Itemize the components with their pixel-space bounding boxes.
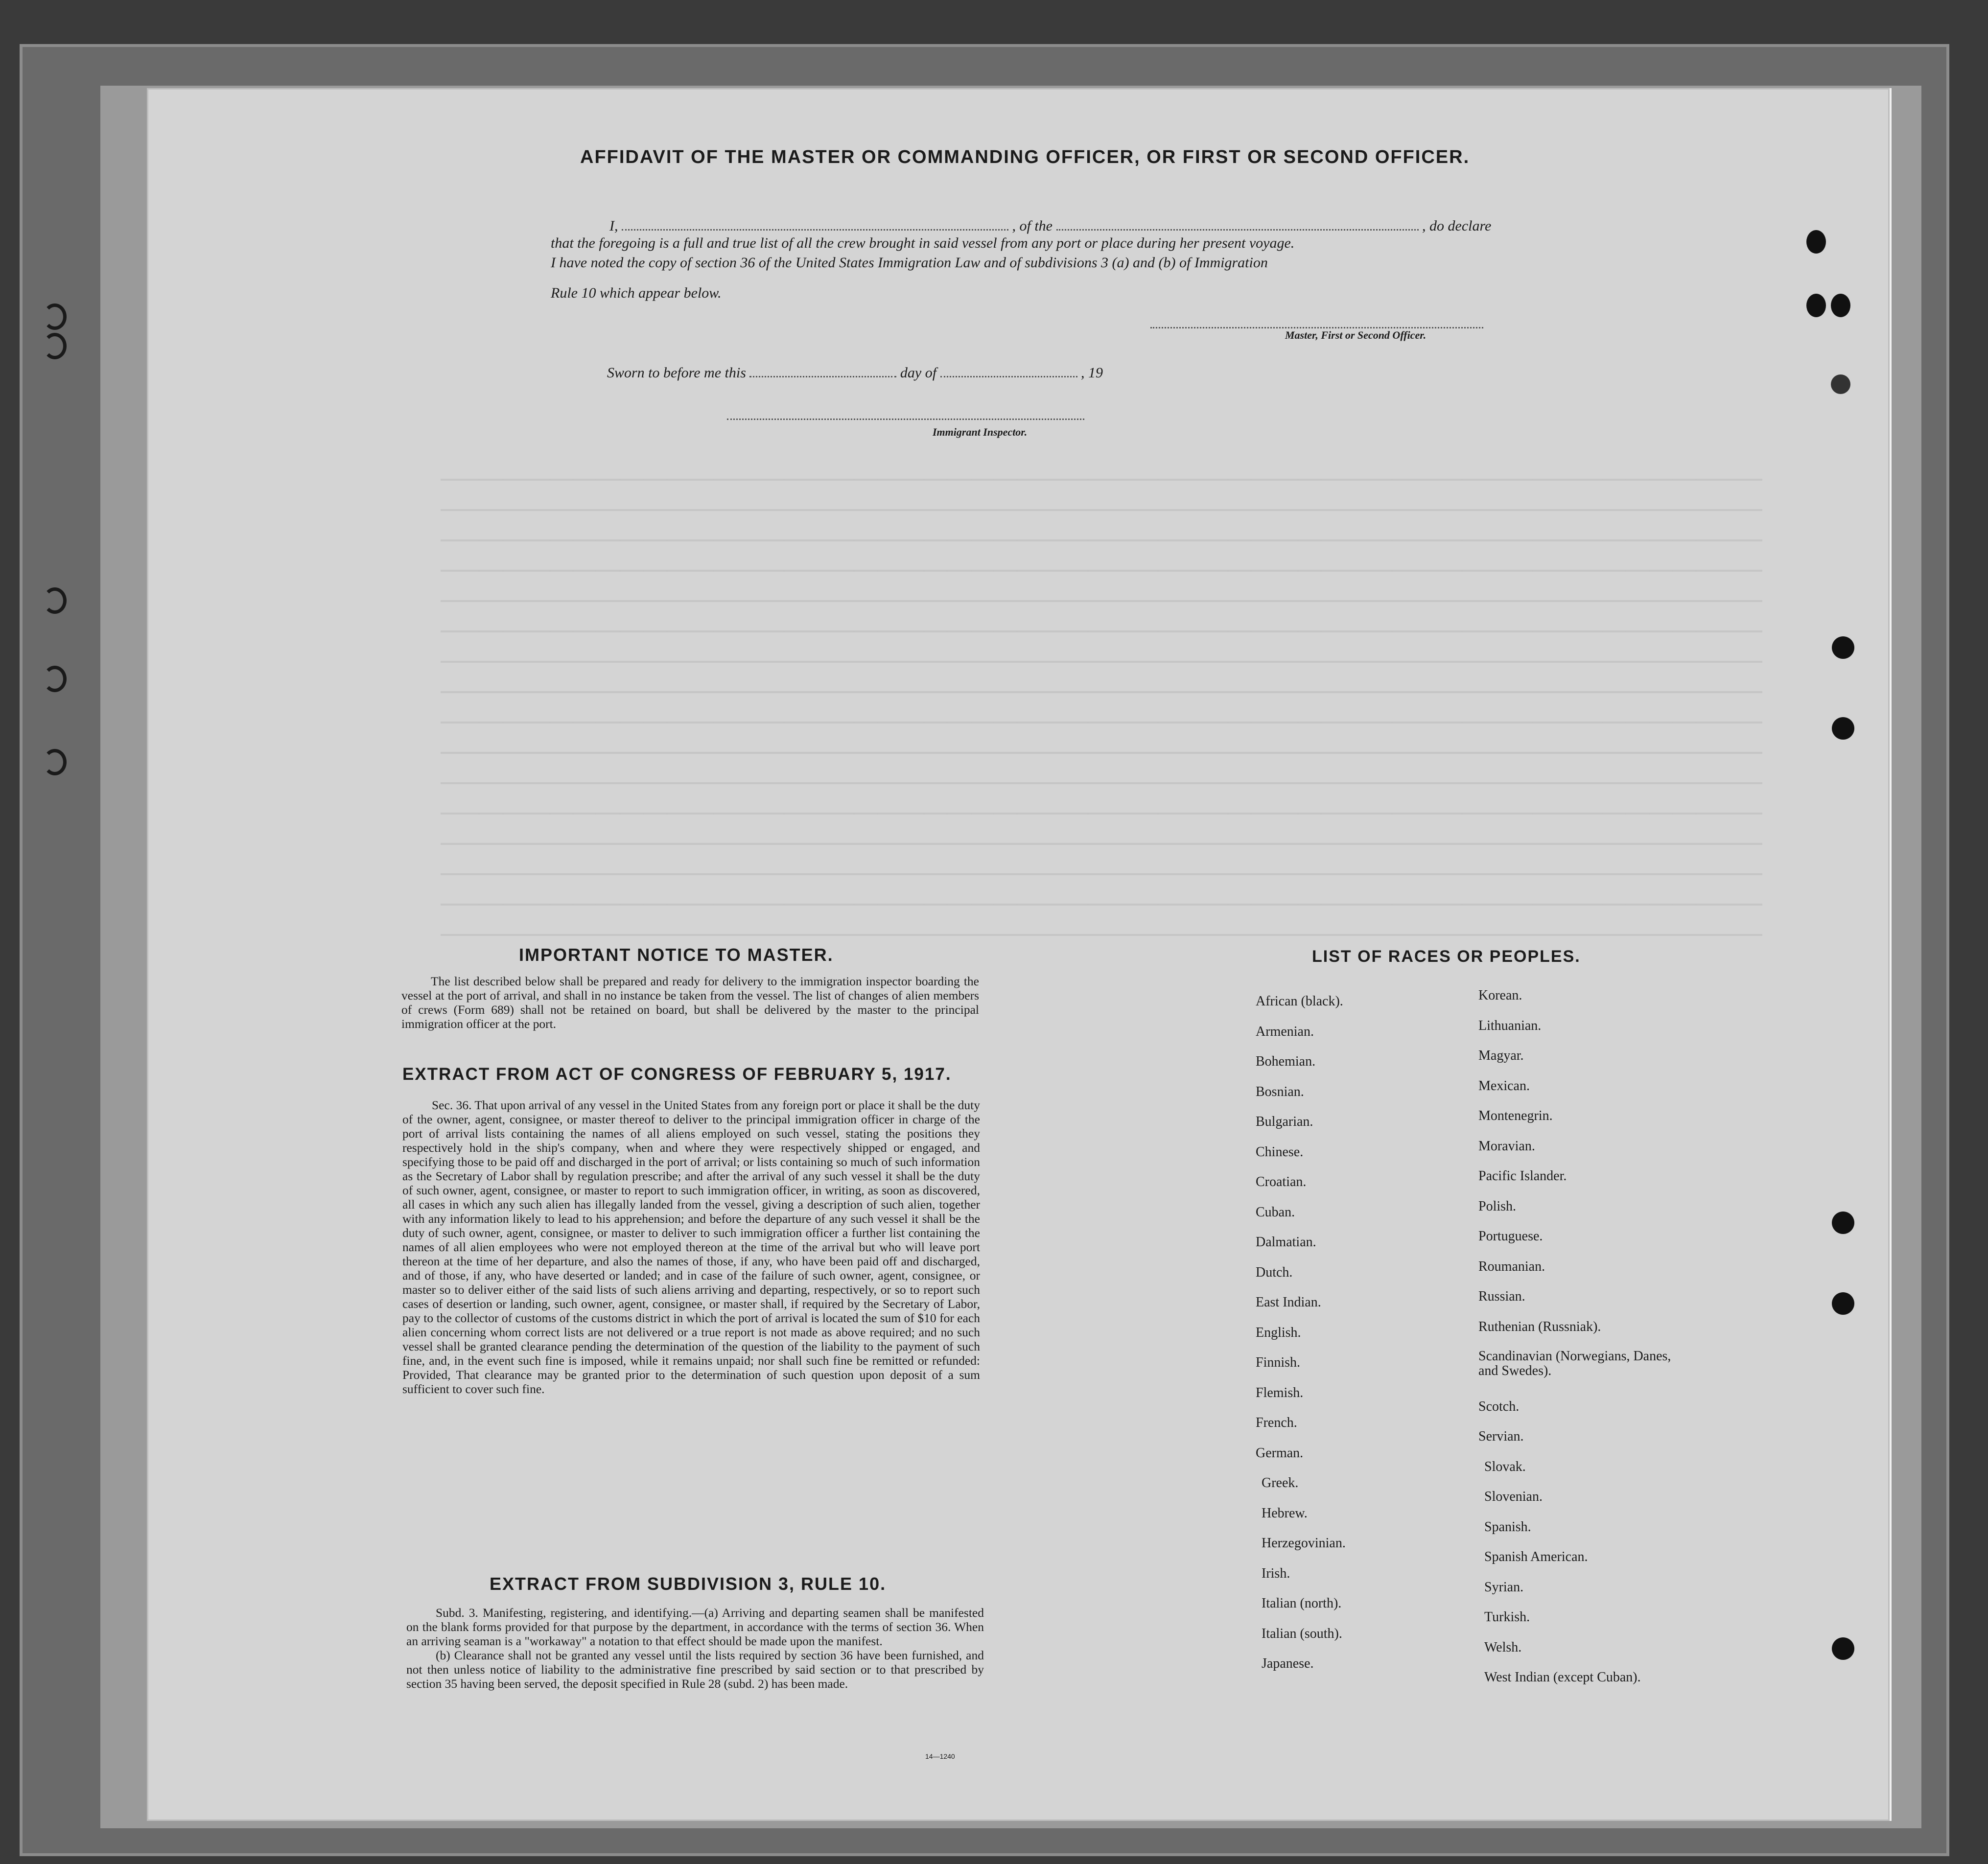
race-item: Dutch.	[1256, 1264, 1293, 1280]
notice-text	[401, 974, 979, 1031]
race-item: Servian.	[1478, 1429, 1524, 1444]
binder-ring-icon	[43, 749, 67, 775]
punch-hole-icon	[1806, 230, 1826, 254]
race-item: Portuguese.	[1478, 1229, 1543, 1244]
manifest-page	[147, 88, 1892, 1821]
declaration-line-2: that the foregoing is a full and true list of all the crew brought in said vessel from any port or place during her present voyage.	[551, 235, 1295, 251]
rule-extract-heading: EXTRACT FROM SUBDIVISION 3, RULE 10.	[490, 1574, 887, 1594]
binder-ring-icon	[43, 666, 67, 692]
binder-ring-icon	[43, 333, 67, 359]
sworn-line	[607, 365, 1103, 381]
race-item: Dalmatian.	[1256, 1235, 1316, 1250]
race-item: Bulgarian.	[1256, 1114, 1313, 1129]
punch-hole-icon	[1832, 717, 1854, 740]
form-number: 14—1240	[925, 1752, 955, 1760]
punch-hole-icon	[1831, 374, 1850, 394]
race-item: Irish.	[1262, 1565, 1290, 1581]
punch-hole-icon	[1832, 1212, 1854, 1234]
race-item: West Indian (except Cuban).	[1484, 1670, 1641, 1685]
race-item: African (black).	[1256, 994, 1343, 1009]
race-item: Roumanian.	[1478, 1258, 1545, 1274]
race-item: Turkish.	[1484, 1609, 1530, 1625]
race-item: Bohemian.	[1256, 1054, 1316, 1069]
race-item: Croatian.	[1256, 1174, 1307, 1189]
race-item: Lithuanian.	[1478, 1018, 1542, 1033]
race-item: German.	[1256, 1445, 1304, 1461]
race-item: Polish.	[1478, 1198, 1517, 1214]
race-item: Mexican.	[1478, 1078, 1530, 1094]
race-item: Welsh.	[1484, 1639, 1522, 1655]
declaration-of-the: , of the	[1012, 218, 1052, 234]
declaration-declare: , do declare	[1422, 218, 1492, 234]
binder-ring-icon	[43, 587, 67, 614]
race-item: Spanish American.	[1484, 1549, 1588, 1564]
punch-hole-icon	[1832, 636, 1854, 659]
race-item: Finnish.	[1256, 1355, 1301, 1370]
signature-label: Master, First or Second Officer.	[1285, 329, 1427, 341]
race-item: Syrian.	[1484, 1579, 1524, 1595]
notice-paragraph: The list described below shall be prepared and ready for delivery to the immigration inspector boarding the vessel at the port of arrival, and shall in no instance be taken from the vessel. The list of changes of alien members of crews (Form 689) shall not be retained on board, but shall be delivered by the master to the principal immigration officer at the port.	[401, 974, 979, 1031]
day-of-label: day of	[900, 365, 937, 381]
binder-ring-icon	[43, 303, 67, 330]
race-item: Armenian.	[1256, 1024, 1314, 1039]
race-item: Spanish.	[1484, 1519, 1531, 1535]
race-item: Slovenian.	[1484, 1489, 1543, 1504]
subdivision-a-paragraph: Subd. 3. Manifesting, registering, and identifying.—(a) Arriving and departing seamen shall be manifested on the blank forms provided for that purpose by the department, in accordance with the terms of section 36. When an arriving seaman is a "workaway" a notation to that effect should be made upon the manifest.	[406, 1606, 984, 1648]
race-item: French.	[1256, 1415, 1297, 1430]
race-item: Russian.	[1478, 1289, 1525, 1304]
rule-extract-text	[406, 1606, 984, 1691]
punch-hole-icon	[1831, 294, 1850, 317]
sworn-label: Sworn to before me this	[607, 365, 746, 381]
signature-blank	[1150, 327, 1483, 328]
declaration-line	[609, 218, 1491, 234]
show-through-rows	[441, 450, 1762, 940]
race-item: Ruthenian (Russniak).	[1478, 1319, 1601, 1334]
race-item: Italian (north).	[1262, 1596, 1342, 1611]
race-item: Herzegovinian.	[1262, 1536, 1346, 1551]
race-item: East Indian.	[1256, 1295, 1321, 1310]
declaration-line-3: I have noted the copy of section 36 of the United States Immigration Law and of subdivisions 3 (a) and (b) of Immigration	[551, 255, 1268, 271]
race-item: Pacific Islander.	[1478, 1168, 1567, 1184]
notice-heading: IMPORTANT NOTICE TO MASTER.	[519, 945, 834, 965]
race-item: Greek.	[1262, 1475, 1299, 1491]
race-item: Scandinavian (Norwegians, Danes, and Swedes).	[1478, 1349, 1671, 1378]
race-item: Bosnian.	[1256, 1084, 1304, 1099]
race-item: Japanese.	[1262, 1656, 1314, 1671]
race-item: Moravian.	[1478, 1138, 1535, 1154]
inspector-label: Immigrant Inspector.	[933, 426, 1028, 438]
race-item: Flemish.	[1256, 1385, 1304, 1400]
race-item: Magyar.	[1478, 1048, 1524, 1063]
punch-hole-icon	[1832, 1637, 1854, 1660]
race-item: Cuban.	[1256, 1204, 1295, 1220]
race-item: English.	[1256, 1325, 1301, 1340]
race-item: Hebrew.	[1262, 1505, 1308, 1521]
act-extract-text	[402, 1098, 980, 1396]
punch-hole-icon	[1832, 1292, 1854, 1315]
punch-hole-icon	[1806, 294, 1826, 317]
race-item: Italian (south).	[1262, 1626, 1342, 1641]
declaration-i: I,	[609, 218, 618, 234]
race-item: Montenegrin.	[1478, 1108, 1553, 1123]
vessel-blank	[1056, 229, 1419, 231]
section-36-paragraph: Sec. 36. That upon arrival of any vessel in the United States from any foreign port or place it shall be the duty of the owner, agent, consignee, or master thereof to deliver to the principal immigration officer in charge of the port of arrival lists containing the names of all aliens employed on such vessel, stating the positions they respectively hold in the ship's company, when and where they were respectively shipped or engaged, and specifying those to be paid off and discharged in the port of arrival; or lists containing so much of such information as the Secretary of Labor shall by regulation prescribe; and after the arrival of any such vessel it shall be the duty of such owner, agent, consignee, or master to report to such immigration officer, in writing, as soon as discovered, all cases in which any such alien has illegally landed from the vessel, giving a description of such alien, together with any information likely to lead to his apprehension; and before the departure of any such vessel it shall be the duty of such owner, agent, consignee, or master to deliver to such immigration officer a further list containing the names of all alien employees who were not employed thereon at the time of the arrival but who will leave port thereon at the time of her departure, and also the names of those, if any, who have been paid off and discharged, and of those, if any, who have deserted or landed; and in case of the failure of such owner, agent, consignee, or master so to deliver either of the said lists of such aliens arriving and departing, respectively, or so to report such cases of desertion or landing, such owner, agent, consignee, or master shall, if required by the Secretary of Labor, pay to the collector of customs of the customs district in which the port of arrival is located the sum of $10 for each alien concerning whom correct lists are not delivered or a true report is not made as above required; and no such vessel shall be granted clearance pending the determination of the question of the liability to the payment of such fine, and, in the event such fine is imposed, while it remains unpaid; nor shall such fine be remitted or refunded: Provided, That clearance may be granted prior to the determination of such question upon deposit of a sum sufficient to cover such fine.	[402, 1098, 980, 1396]
race-item: Scotch.	[1478, 1398, 1520, 1414]
sworn-day-blank	[749, 376, 896, 377]
name-blank	[622, 229, 1008, 231]
affidavit-title: AFFIDAVIT OF THE MASTER OR COMMANDING OFFICER, OR FIRST OR SECOND OFFICER.	[580, 147, 1470, 167]
races-heading: LIST OF RACES OR PEOPLES.	[1312, 947, 1581, 966]
subdivision-b-paragraph: (b) Clearance shall not be granted any vessel until the lists required by section 36 have been furnished, and not then unless notice of liability to the administrative fine prescribed by said section or to that prescribed by section 35 having been served, the deposit specified in Rule 28 (subd. 2) has been made.	[406, 1648, 984, 1691]
inspector-signature-blank	[727, 419, 1084, 420]
act-extract-heading: EXTRACT FROM ACT OF CONGRESS OF FEBRUARY 5, 1917.	[402, 1065, 952, 1084]
year-prefix: , 19	[1081, 365, 1103, 381]
race-item: Korean.	[1478, 988, 1522, 1003]
race-item: Chinese.	[1256, 1144, 1304, 1160]
sworn-month-blank	[940, 376, 1077, 377]
declaration-line-4: Rule 10 which appear below.	[551, 285, 722, 301]
race-item: Slovak.	[1484, 1459, 1526, 1474]
